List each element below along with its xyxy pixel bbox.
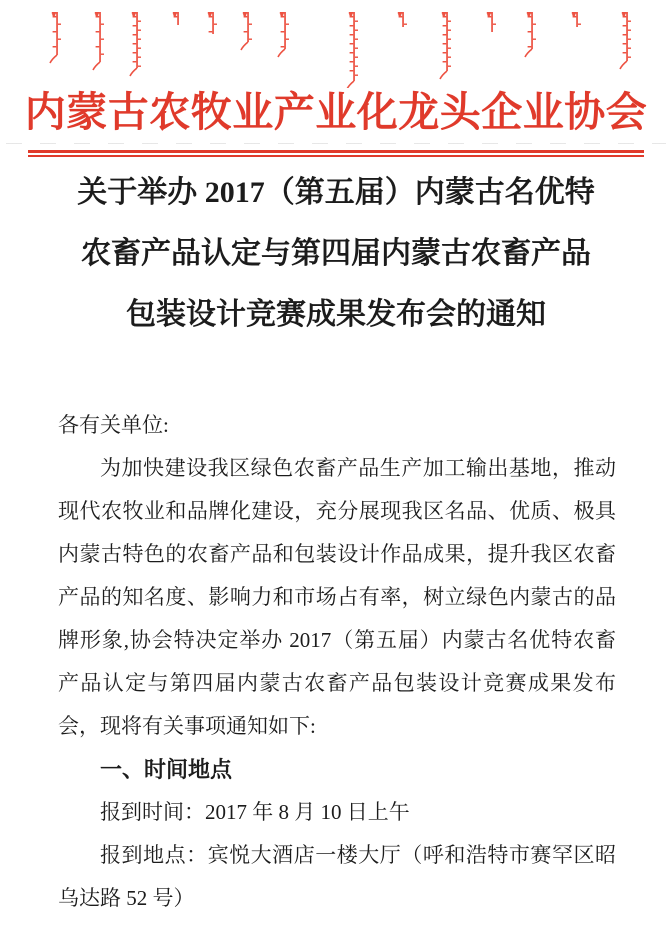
scan-artifact-line: [6, 143, 666, 144]
mongolian-script-letterhead: [0, 4, 672, 88]
document-body: [58, 404, 616, 920]
body-line: 现代农牧业和品牌化建设，充分展现我区名品、优质、极具: [58, 499, 616, 523]
rule-bottom-bar: [28, 155, 644, 157]
red-double-rule: [28, 150, 644, 157]
checkin-place-line: 报到地点：宾悦大酒店一楼大厅（呼和浩特市赛罕区昭: [100, 843, 616, 867]
body-line: 产品的知名度、影响力和市场占有率，树立绿色内蒙古的品: [58, 585, 616, 609]
body-line: 牌形象,协会特决定举办 2017（第五届）内蒙古名优特农畜: [58, 628, 616, 652]
title-line-2: 农畜产品认定与第四届内蒙古农畜产品: [81, 237, 591, 270]
body-line: 产品认定与第四届内蒙古农畜产品包装设计竞赛成果发布: [58, 671, 616, 695]
title-line-3: 包装设计竞赛成果发布会的通知: [126, 298, 546, 331]
document-title: [0, 162, 672, 345]
checkin-time-line: 报到时间：2017 年 8 月 10 日上午: [100, 800, 410, 824]
body-line: 内蒙古特色的农畜产品和包装设计作品成果，提升我区农畜: [58, 542, 616, 566]
salutation-line: 各有关单位:: [58, 413, 169, 437]
section-heading-time-place: 一、时间地点: [100, 757, 233, 782]
body-line: 为加快建设我区绿色农畜产品生产加工输出基地，推动: [100, 456, 616, 480]
address-overflow-line: 乌达路 52 号）: [58, 886, 195, 910]
org-name: 内蒙古农牧业产业化龙头企业协会: [24, 89, 648, 135]
title-line-1: 关于举办 2017（第五届）内蒙古名优特: [77, 176, 595, 209]
body-line: 会，现将有关事项通知如下:: [58, 714, 316, 738]
